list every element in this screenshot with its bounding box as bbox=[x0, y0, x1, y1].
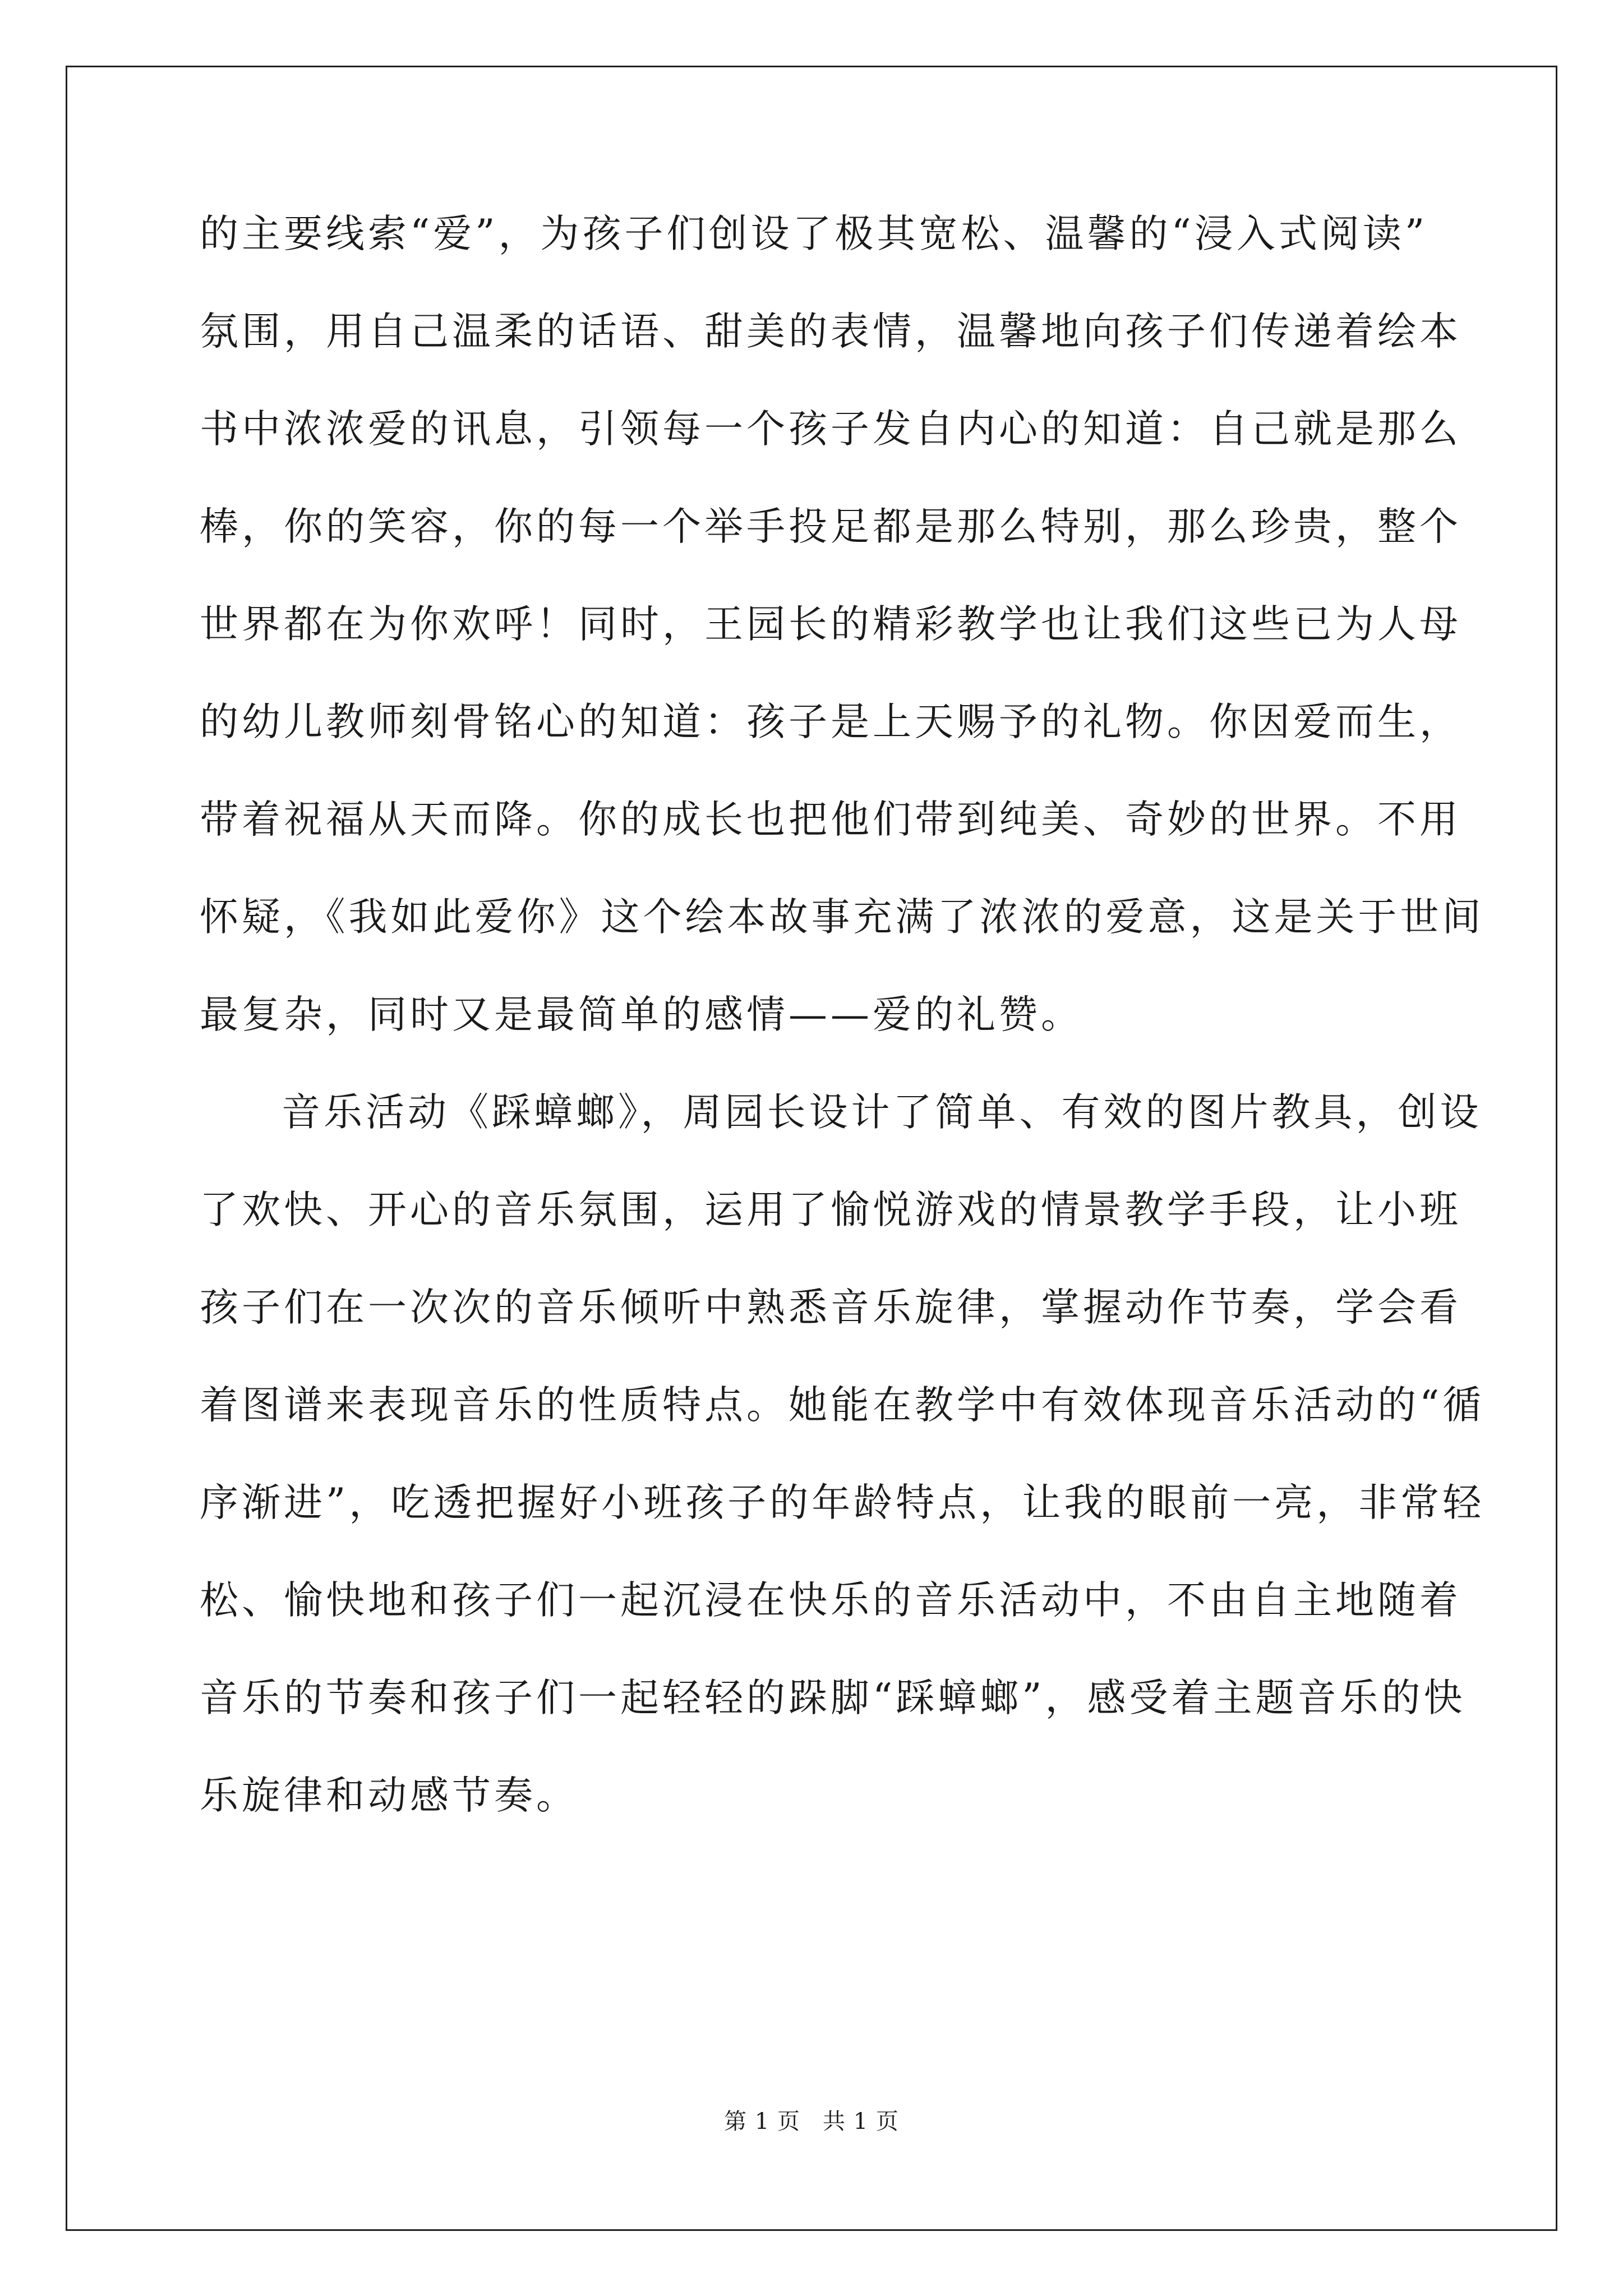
text-line: 的主要线索“爱”，为孩子们创设了极其宽松、温馨的“浸入式阅读” bbox=[200, 211, 1428, 256]
document-body bbox=[200, 185, 1485, 1844]
text-line: 带着祝福从天而降。你的成长也把他们带到纯美、奇妙的世界。不用 bbox=[200, 797, 1461, 842]
text-line: 序渐进”，吃透把握好小班孩子的年龄特点，让我的眼前一亮，非常轻 bbox=[200, 1480, 1485, 1525]
text-line: 氛围，用自己温柔的话语、甜美的表情，温馨地向孩子们传递着绘本 bbox=[200, 309, 1461, 354]
text-line: 松、愉快地和孩子们一起沉浸在快乐的音乐活动中，不由自主地随着 bbox=[200, 1578, 1461, 1623]
paragraph-first-line: 音乐活动《踩蟑螂》，周园长设计了简单、有效的图片教具，创设 bbox=[282, 1090, 1482, 1135]
text-line: 着图谱来表现音乐的性质特点。她能在教学中有效体现音乐活动的“循 bbox=[200, 1383, 1485, 1428]
page-number: 第 1 页 bbox=[724, 2109, 800, 2134]
text-line: 音乐的节奏和孩子们一起轻轻的跺脚“踩蟑螂”，感受着主题音乐的快 bbox=[200, 1676, 1466, 1720]
text-line: 乐旋律和动感节奏。 bbox=[200, 1773, 578, 1818]
text-line: 孩子们在一次次的音乐倾听中熟悉音乐旋律，掌握动作节奏，学会看 bbox=[200, 1285, 1461, 1330]
text-line: 的幼儿教师刻骨铭心的知道：孩子是上天赐予的礼物。你因爱而生， bbox=[200, 700, 1461, 744]
text-line: 书中浓浓爱的讯息，引领每一个孩子发自内心的知道：自己就是那么 bbox=[200, 407, 1461, 452]
text-line: 最复杂，同时又是最简单的感情——爱的礼赞。 bbox=[200, 992, 1083, 1037]
page-total: 共 1 页 bbox=[823, 2109, 899, 2134]
text-line: 怀疑，《我如此爱你》这个绘本故事充满了浓浓的爱意，这是关于世间 bbox=[200, 895, 1484, 940]
text-line: 世界都在为你欢呼！同时，王园长的精彩教学也让我们这些已为人母 bbox=[200, 602, 1461, 647]
text-line: 棒，你的笑容，你的每一个举手投足都是那么特别，那么珍贵，整个 bbox=[200, 504, 1461, 549]
text-line: 了欢快、开心的音乐氛围，运用了愉悦游戏的情景教学手段，让小班 bbox=[200, 1188, 1461, 1232]
page-footer bbox=[0, 2105, 1623, 2138]
